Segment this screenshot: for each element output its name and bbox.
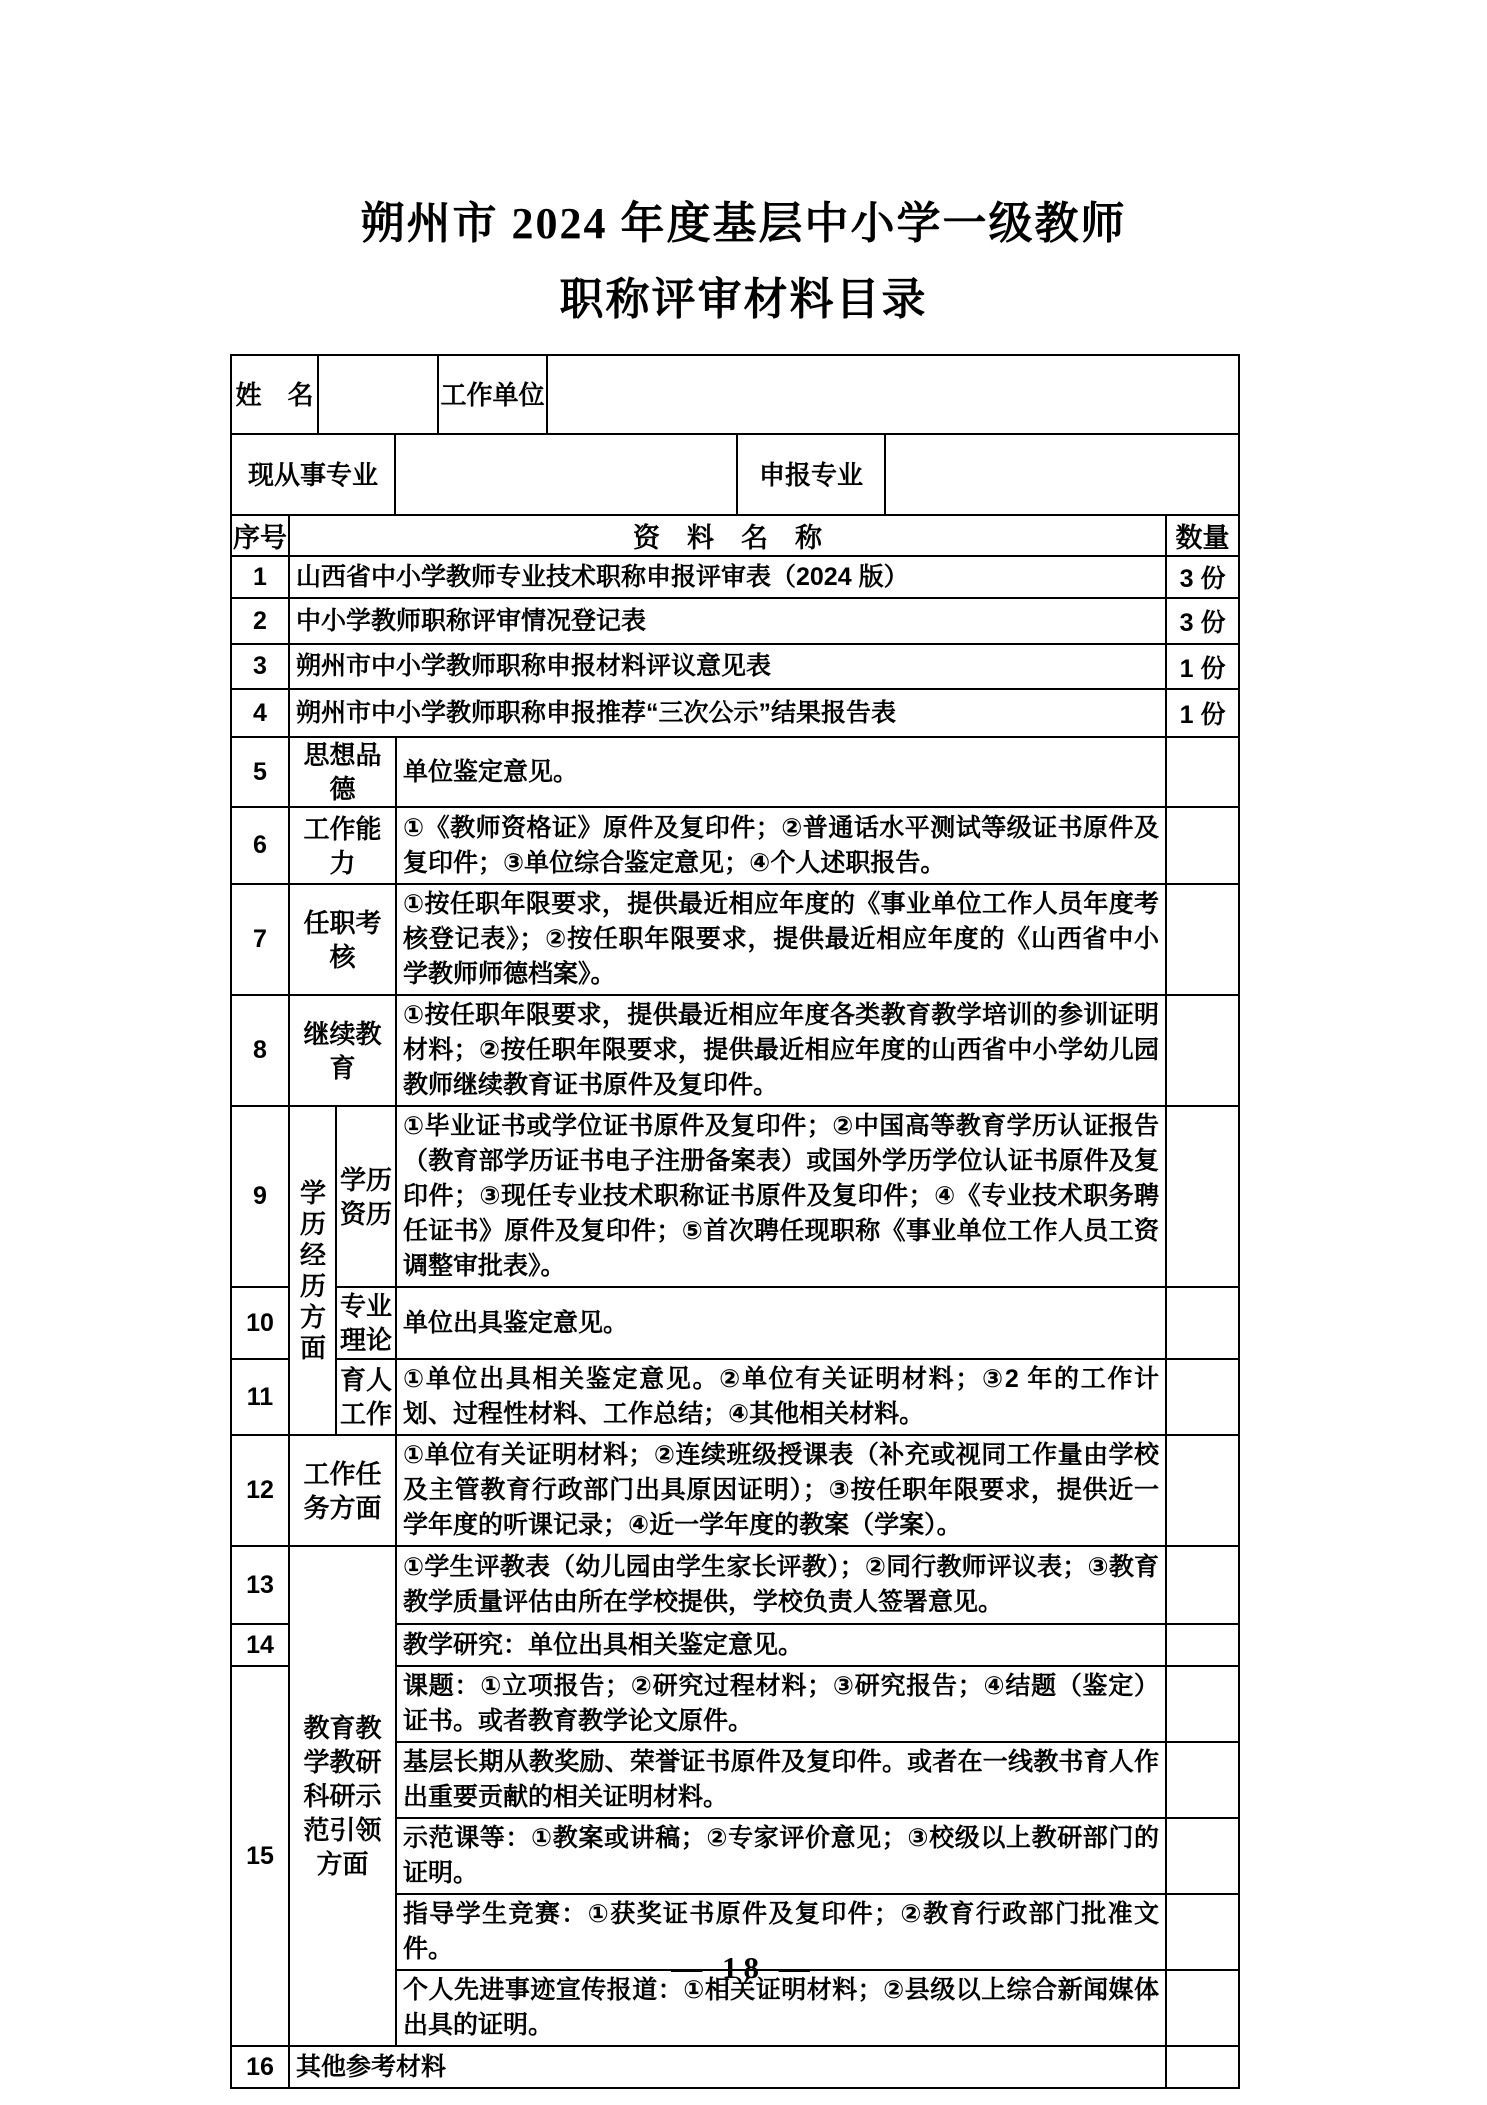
row-2-no-cell: 2 (231, 598, 289, 644)
row-9-no-cell: 9 (231, 1106, 289, 1287)
name-label-cell: 姓 名 (231, 355, 318, 434)
declare-major-label-cell: 申报专业 (737, 434, 885, 515)
row-4-qty-cell: 1 份 (1166, 689, 1239, 737)
page-title (0, 186, 1487, 338)
row-15-no-cell: 15 (231, 1666, 289, 2046)
table-row (231, 1287, 1239, 1359)
row-15a-content-cell: 课题：①立项报告；②研究过程材料；③研究报告；④结题（鉴定）证书。或者教育教学论文原件。 (396, 1666, 1166, 1742)
declare-major-value-cell (885, 434, 1239, 515)
table-row (231, 1546, 1239, 1624)
row-8-content-cell: ①按任职年限要求，提供最近相应年度各类教育教学培训的参训证明材料；②按任职年限要求，提供最近相应年度的山西省中小学幼儿园教师继续教育证书原件及复印件。 (396, 995, 1166, 1106)
row-3-no-cell: 3 (231, 644, 289, 689)
table-row (231, 598, 1239, 644)
row-12-qty-cell (1166, 1435, 1239, 1546)
row-12-content-cell: ①单位有关证明材料；②连续班级授课表（补充或视同工作量由学校及主管教育行政部门出具原因证明）；③按任职年限要求，提供近一学年度的听课记录；④近一学年度的教案（学案）。 (396, 1435, 1166, 1546)
page-title-line1: 朔州市 2024 年度基层中小学一级教师 (360, 199, 1127, 248)
table-row (231, 2046, 1239, 2088)
row-6-content-cell: ①《教师资格证》原件及复印件；②普通话水平测试等级证书原件及复印件；③单位综合鉴定意见；④个人述职报告。 (396, 807, 1166, 884)
info-table-majors (230, 433, 1240, 516)
work-unit-label-cell: 工作单位 (438, 355, 547, 434)
row-13-no-cell: 13 (231, 1546, 289, 1624)
row-5-content-cell: 单位鉴定意见。 (396, 737, 1166, 807)
work-unit-value-cell (547, 355, 1239, 434)
row-9-category-cell: 学历资历 (336, 1106, 396, 1287)
current-major-value-cell (395, 434, 737, 515)
table-row (231, 884, 1239, 995)
row-14-qty-cell (1166, 1624, 1239, 1666)
row-6-qty-cell (1166, 807, 1239, 884)
row-5-qty-cell (1166, 737, 1239, 807)
row-10-qty-cell (1166, 1287, 1239, 1359)
row-11-no-cell: 11 (231, 1359, 289, 1435)
row-14-no-cell: 14 (231, 1624, 289, 1666)
teaching-research-group-cell: 教育教学教研科研示范引领方面 (289, 1546, 396, 2046)
row-15c-content-cell: 示范课等：①教案或讲稿；②专家评价意见；③校级以上教研部门的证明。 (396, 1818, 1166, 1894)
row-2-content-cell: 中小学教师职称评审情况登记表 (289, 598, 1166, 644)
row-4-content-cell: 朔州市中小学教师职称申报推荐“三次公示”结果报告表 (289, 689, 1166, 737)
table-row (231, 1359, 1239, 1435)
row-14-content-cell: 教学研究：单位出具相关鉴定意见。 (396, 1624, 1166, 1666)
table-row (231, 644, 1239, 689)
row-3-qty-cell: 1 份 (1166, 644, 1239, 689)
table-row (231, 807, 1239, 884)
row-13-qty-cell (1166, 1546, 1239, 1624)
row-16-qty-cell (1166, 2046, 1239, 2088)
row-6-no-cell: 6 (231, 807, 289, 884)
row-1-content-cell: 山西省中小学教师专业技术职称申报评审表（2024 版） (289, 556, 1166, 598)
row-10-category-cell: 专业理论 (336, 1287, 396, 1359)
table-header-row (231, 515, 1239, 556)
row-16-no-cell: 16 (231, 2046, 289, 2088)
row-7-qty-cell (1166, 884, 1239, 995)
row-6-category-cell: 工作能力 (289, 807, 396, 884)
page-number: — 18 — (671, 1950, 816, 1985)
current-major-label-cell: 现从事专业 (231, 434, 395, 515)
row-9-content-cell: ①毕业证书或学位证书原件及复印件；②中国高等教育学历认证报告（教育部学历证书电子注册备案表）或国外学历学位认证书原件及复印件；③现任专业技术职称证书原件及复印件；④《专业技术职务聘任证书》原件及复印件；⑤首次聘任现职称《事业单位工作人员工资调整审批表》。 (396, 1106, 1166, 1287)
table-row (231, 737, 1239, 807)
row-5-category-cell: 思想品德 (289, 737, 396, 807)
row-5-no-cell: 5 (231, 737, 289, 807)
name-value-cell (318, 355, 438, 434)
row-1-qty-cell: 3 份 (1166, 556, 1239, 598)
row-1-no-cell: 1 (231, 556, 289, 598)
table-row (231, 1435, 1239, 1546)
header-material-cell: 资 料 名 称 (289, 515, 1166, 556)
header-qty-cell: 数量 (1166, 515, 1239, 556)
edu-history-group-cell: 学历经历方面 (289, 1106, 336, 1435)
info-table-name-unit (230, 354, 1240, 435)
row-15b-qty-cell (1166, 1742, 1239, 1818)
row-9-qty-cell (1166, 1106, 1239, 1287)
row-8-qty-cell (1166, 995, 1239, 1106)
table-row (231, 556, 1239, 598)
table-row (231, 1106, 1239, 1287)
header-no-cell: 序号 (231, 515, 289, 556)
row-15b-content-cell: 基层长期从教奖励、荣誉证书原件及复印件。或者在一线教书育人作出重要贡献的相关证明材料。 (396, 1742, 1166, 1818)
page-title-line2: 职称评审材料目录 (559, 275, 928, 324)
row-11-category-cell: 育人工作 (336, 1359, 396, 1435)
row-15d-content-cell: 指导学生竞赛：①获奖证书原件及复印件；②教育行政部门批准文件。 (396, 1894, 1166, 1970)
row-7-category-cell: 任职考核 (289, 884, 396, 995)
row-3-content-cell: 朔州市中小学教师职称申报材料评议意见表 (289, 644, 1166, 689)
row-16-content-cell: 其他参考材料 (289, 2046, 1166, 2088)
row-13-content-cell: ①学生评教表（幼儿园由学生家长评教）；②同行教师评议表；③教育教学质量评估由所在学校提供，学校负责人签署意见。 (396, 1546, 1166, 1624)
table-row (231, 995, 1239, 1106)
row-11-content-cell: ①单位出具相关鉴定意见。②单位有关证明材料；③2 年的工作计划、过程性材料、工作总结；④其他相关材料。 (396, 1359, 1166, 1435)
row-12-category-cell: 工作任务方面 (289, 1435, 396, 1546)
row-15e-content-cell: 个人先进事迹宣传报道：①相关证明材料；②县级以上综合新闻媒体出具的证明。 (396, 1970, 1166, 2046)
row-10-no-cell: 10 (231, 1287, 289, 1359)
row-15a-qty-cell (1166, 1666, 1239, 1742)
row-12-no-cell: 12 (231, 1435, 289, 1546)
row-8-no-cell: 8 (231, 995, 289, 1106)
row-11-qty-cell (1166, 1359, 1239, 1435)
row-15c-qty-cell (1166, 1818, 1239, 1894)
row-7-no-cell: 7 (231, 884, 289, 995)
row-4-no-cell: 4 (231, 689, 289, 737)
row-8-category-cell: 继续教育 (289, 995, 396, 1106)
row-2-qty-cell: 3 份 (1166, 598, 1239, 644)
row-10-content-cell: 单位出具鉴定意见。 (396, 1287, 1166, 1359)
row-7-content-cell: ①按任职年限要求，提供最近相应年度的《事业单位工作人员年度考核登记表》；②按任职年限要求，提供最近相应年度的《山西省中小学教师师德档案》。 (396, 884, 1166, 995)
table-row (231, 689, 1239, 737)
materials-table (230, 514, 1240, 2089)
